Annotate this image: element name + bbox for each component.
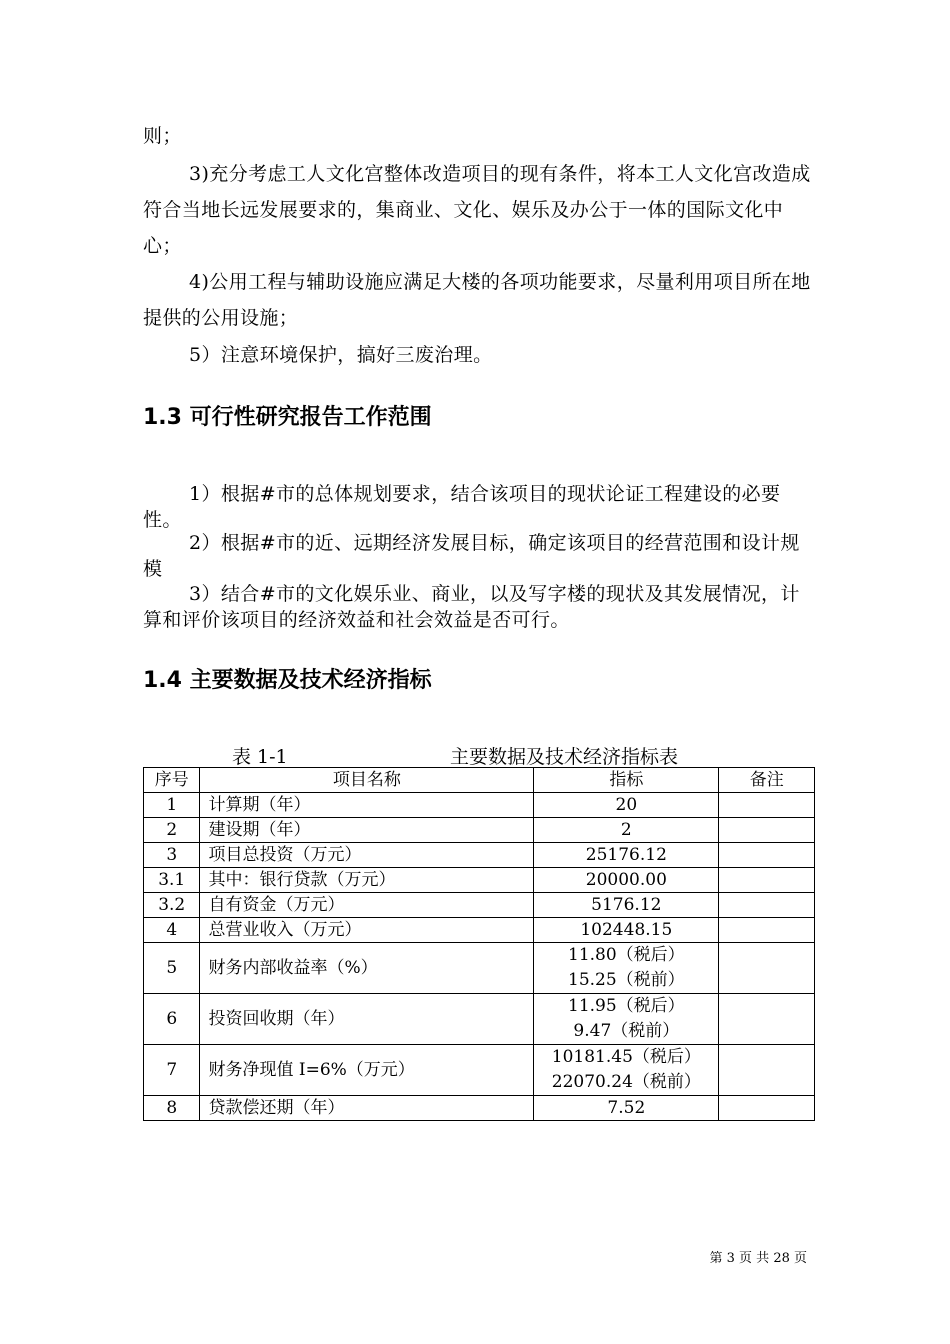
row-name: 其中：银行贷款（万元）	[200, 868, 534, 893]
paragraph-requirement-3: 3)充分考虑工人文化宫整体改造项目的现有条件，将本工人文化宫改造成符合当地长远发展要求的，集商业、文化、娱乐及办公于一体的国际文化中心；	[143, 163, 811, 257]
row-note	[719, 918, 815, 943]
indicator-table	[143, 767, 815, 1121]
table-row	[144, 818, 815, 843]
row-value	[534, 1045, 719, 1096]
row-no: 8	[144, 1096, 200, 1121]
row-note	[719, 1045, 815, 1096]
row-value-after-tax: 10181.45（税后）	[551, 1047, 701, 1067]
page-footer: 第 3 页 共 28 页	[709, 1251, 807, 1266]
paragraph-requirement-5: 5）注意环境保护，搞好三废治理。	[189, 344, 493, 366]
header-name: 项目名称	[200, 768, 534, 793]
section-heading-1-4: 1.4 主要数据及技术经济指标	[143, 668, 432, 693]
table-header-row	[144, 768, 815, 793]
row-name: 建设期（年）	[200, 818, 534, 843]
table-row	[144, 893, 815, 918]
row-value: 102448.15	[534, 918, 719, 943]
table-row	[144, 793, 815, 818]
section-heading-1-3: 1.3 可行性研究报告工作范围	[143, 405, 432, 430]
row-value-before-tax: 15.25（税前）	[568, 970, 685, 990]
row-no: 5	[144, 943, 200, 994]
row-no: 6	[144, 994, 200, 1045]
table-row	[144, 843, 815, 868]
table-row	[144, 918, 815, 943]
row-note	[719, 868, 815, 893]
row-name: 财务内部收益率（%）	[200, 943, 534, 994]
row-value: 20000.00	[534, 868, 719, 893]
row-note	[719, 943, 815, 994]
row-no: 3.2	[144, 893, 200, 918]
row-value-before-tax: 9.47（税前）	[573, 1021, 680, 1041]
table-row	[144, 1096, 815, 1121]
table-caption-number: 表 1-1	[232, 746, 288, 768]
row-name: 财务净现值 I=6%（万元）	[200, 1045, 534, 1096]
row-no: 4	[144, 918, 200, 943]
row-name: 贷款偿还期（年）	[200, 1096, 534, 1121]
paragraph-fragment: 则；	[143, 125, 182, 147]
row-note	[719, 994, 815, 1045]
table-row	[144, 994, 815, 1045]
row-value: 25176.12	[534, 843, 719, 868]
row-note	[719, 843, 815, 868]
row-name: 计算期（年）	[200, 793, 534, 818]
header-no: 序号	[144, 768, 200, 793]
table-row	[144, 868, 815, 893]
row-value: 7.52	[534, 1096, 719, 1121]
table-row	[144, 943, 815, 994]
row-no: 7	[144, 1045, 200, 1096]
scope-item-1: 1）根据#市的总体规划要求，结合该项目的现状论证工程建设的必要性。	[143, 483, 781, 531]
row-note	[719, 1096, 815, 1121]
row-note	[719, 893, 815, 918]
table-row	[144, 1045, 815, 1096]
row-value-after-tax: 11.80（税后）	[568, 945, 685, 965]
header-note: 备注	[719, 768, 815, 793]
row-value-before-tax: 22070.24（税前）	[551, 1072, 701, 1092]
header-value: 指标	[534, 768, 719, 793]
row-value	[534, 994, 719, 1045]
paragraph-requirement-4: 4)公用工程与辅助设施应满足大楼的各项功能要求，尽量利用项目所在地提供的公用设施；	[143, 271, 811, 329]
scope-item-3: 3）结合#市的文化娱乐业、商业，以及写字楼的现状及其发展情况，计算和评价该项目的经济效益和社会效益是否可行。	[143, 583, 800, 631]
scope-item-2: 2）根据#市的近、远期经济发展目标，确定该项目的经营范围和设计规模	[143, 532, 800, 580]
row-no: 3.1	[144, 868, 200, 893]
row-name: 投资回收期（年）	[200, 994, 534, 1045]
table-caption-title: 主要数据及技术经济指标表	[450, 746, 679, 768]
row-value: 20	[534, 793, 719, 818]
row-name: 自有资金（万元）	[200, 893, 534, 918]
row-name: 项目总投资（万元）	[200, 843, 534, 868]
row-value: 5176.12	[534, 893, 719, 918]
row-no: 3	[144, 843, 200, 868]
row-value-after-tax: 11.95（税后）	[568, 996, 685, 1016]
row-name: 总营业收入（万元）	[200, 918, 534, 943]
row-no: 2	[144, 818, 200, 843]
row-note	[719, 793, 815, 818]
row-note	[719, 818, 815, 843]
row-no: 1	[144, 793, 200, 818]
row-value	[534, 943, 719, 994]
row-value: 2	[534, 818, 719, 843]
